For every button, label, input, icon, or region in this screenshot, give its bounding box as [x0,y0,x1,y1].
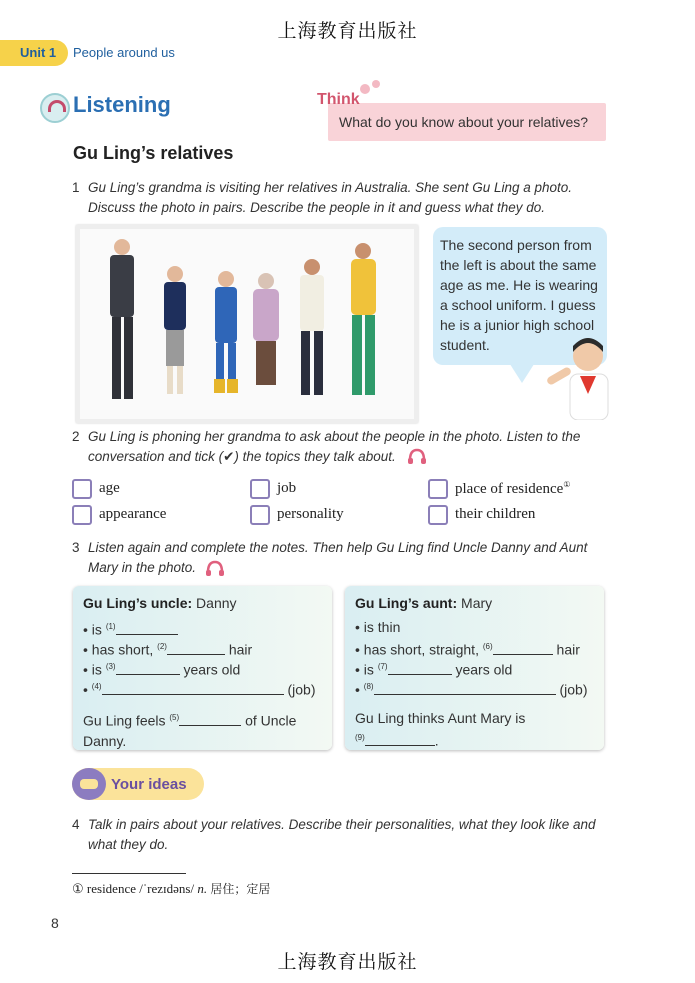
speech-bubble-tail [508,361,536,383]
checkbox-appearance[interactable] [72,505,92,525]
person-icon [253,273,279,385]
blank-3[interactable] [116,662,180,675]
lesson-title: Gu Ling’s relatives [73,143,234,163]
section-title: Listening [73,92,171,117]
footnote-meaning: 居住；定居 [210,882,271,896]
task-number: 1 [72,180,80,195]
family-photo [76,225,418,423]
topic-appearance: appearance [99,506,167,522]
topic-children: their children [455,506,536,522]
person-icon [351,243,376,395]
task-1 [72,178,602,218]
headphones-icon [205,559,225,577]
aunt-notes-card [345,586,604,750]
footnote-mark: ① [563,480,571,489]
uncle-title [83,593,237,613]
uncle-note-1: • is $^{(1)}$ [83,617,178,640]
person-icon [300,259,324,395]
publisher-header: 上海教育出版社 [277,20,418,42]
footnote-divider [72,873,186,874]
publisher-footer: 上海教育出版社 [277,951,418,973]
task-number: 4 [72,817,80,832]
blank-8[interactable] [374,682,556,695]
task-text: Gu Ling is phoning her grandma to ask about the people in the photo. Listen to the [88,429,581,444]
checkbox-residence[interactable] [428,479,448,499]
task-text: Gu Ling’s grandma is visiting her relatives in Australia. She sent Gu Ling a photo. [88,180,573,195]
uncle-note-4: • $^{(4)}$ (job) [83,681,316,698]
blank-2[interactable] [167,642,225,655]
page-number: 8 [51,915,59,931]
person-icon [110,239,134,399]
uncle-feel: Gu Ling feels $^{(5)}$ of Uncle Danny. [83,712,297,749]
blank-1[interactable] [116,622,178,635]
card-heading: Gu Ling’s aunt: [355,595,458,611]
chat-bubble-icon [80,779,98,789]
unit-title: People around us [73,45,175,60]
topic-personality: personality [277,506,344,522]
think-label: Think [317,91,360,108]
topic-age: age [99,480,120,496]
checkbox-children[interactable] [428,505,448,525]
footnote [72,880,270,897]
task-2 [72,427,602,467]
blank-4[interactable] [102,682,284,695]
topic-label: place of residence [455,481,564,497]
task-3 [72,538,602,578]
blank-5[interactable] [179,713,241,726]
checkbox-personality[interactable] [250,505,270,525]
aunt-note-1: • is thin [355,619,401,635]
task-text: Discuss the photo in pairs. Describe the people in it and guess what they do. [88,200,546,215]
task-number: 3 [72,540,80,555]
aunt-note-3: • is $^{(7)}$ years old [355,661,513,678]
card-heading: Gu Ling’s uncle: [83,595,193,611]
think-question: What do you know about your relatives? [339,114,589,130]
aunt-think: Gu Ling thinks Aunt Mary is $^{(9)}$ . [355,710,526,749]
student-icon [540,332,620,420]
bubble-line: a school uniform. I guess [440,297,596,313]
aunt-name: Mary [461,595,493,611]
footnote-word: residence /ˈrezɪdəns/ [86,881,195,896]
task-text: Mary in the photo. [88,560,197,575]
footnote-pos: n. [197,881,208,896]
bubble-line: the left is about the same [440,257,597,273]
task-text: conversation and tick (✔) the topics they talk about. [88,449,396,464]
headphones-icon [407,447,427,465]
unit-label: Unit 1 [20,45,57,60]
bubble-line: he is a junior high school [440,317,595,333]
think-dot-icon [360,84,370,94]
footnote-mark: ① [72,881,84,896]
uncle-name: Danny [196,595,237,611]
think-dot-icon [372,80,380,88]
relatives-illustration [80,229,414,419]
task-number: 2 [72,429,80,444]
checkbox-job[interactable] [250,479,270,499]
bubble-line: age as me. He is wearing [440,277,598,293]
uncle-note-2: • has short, $^{(2)}$ hair [83,641,253,658]
task-4 [72,815,602,855]
task-text: what they do. [88,837,169,852]
your-ideas-label: Your ideas [111,776,187,793]
uncle-note-3: • is $^{(3)}$ years old [83,661,241,678]
headphones-icon [40,93,70,123]
blank-6[interactable] [493,642,553,655]
person-icon [164,266,186,394]
topic-job: job [277,480,297,496]
unit-tag [0,40,68,66]
aunt-note-2: • has short, straight, $^{(6)}$ hair [355,641,580,658]
checkbox-age[interactable] [72,479,92,499]
task-text: Talk in pairs about your relatives. Describe their personalities, what they look like and [88,817,596,832]
blank-9[interactable] [365,733,435,746]
bubble-line: student. [440,337,490,353]
aunt-note-4: • $^{(8)}$ (job) [355,681,588,698]
person-icon [214,271,238,393]
blank-7[interactable] [388,662,452,675]
uncle-notes-card [73,586,332,750]
topic-residence [455,480,570,498]
aunt-title [355,593,492,613]
bubble-line: The second person from [440,237,592,253]
task-text: Listen again and complete the notes. Then help Gu Ling find Uncle Danny and Aunt [88,540,588,555]
